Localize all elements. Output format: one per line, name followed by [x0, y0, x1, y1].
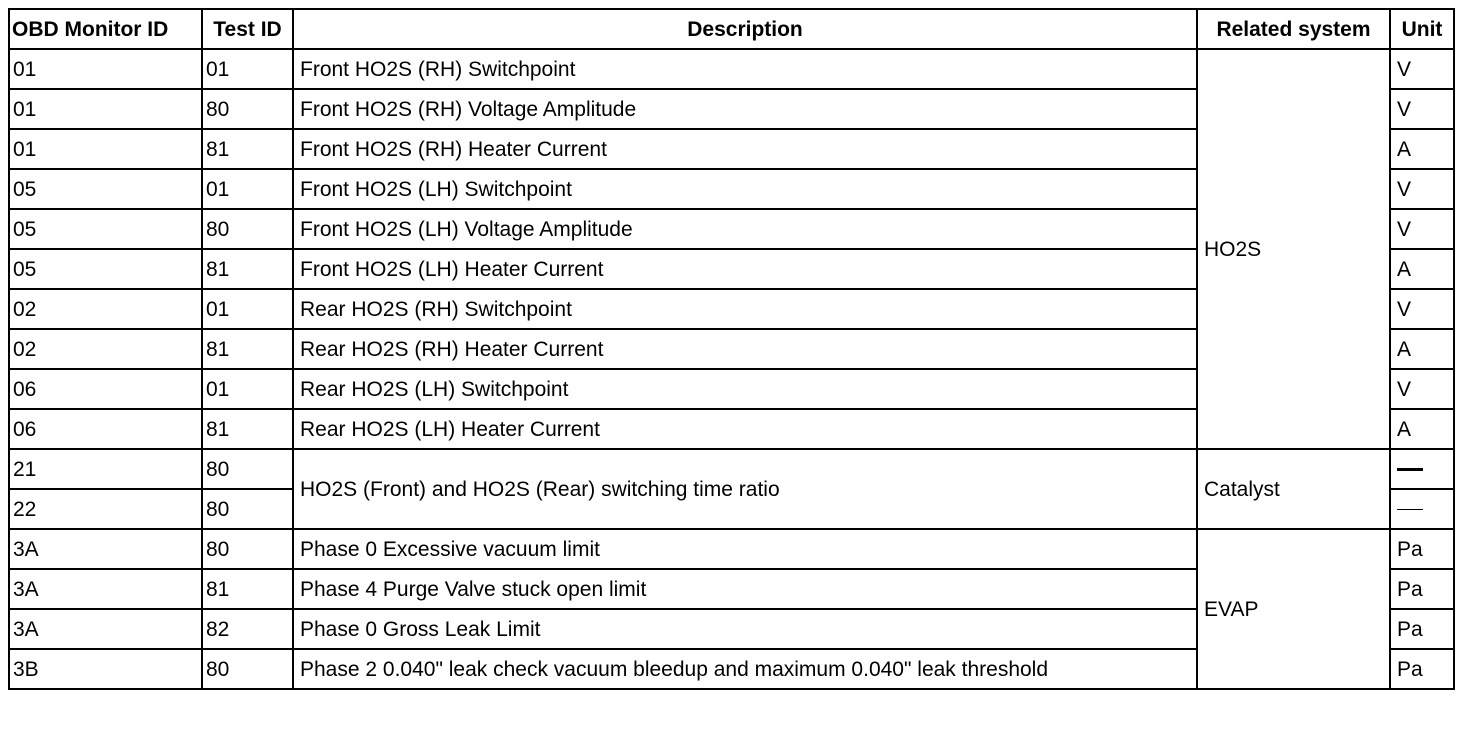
- cell-unit: V: [1390, 289, 1454, 329]
- cell-unit: [1390, 489, 1454, 529]
- cell-unit: V: [1390, 369, 1454, 409]
- cell-unit: A: [1390, 409, 1454, 449]
- cell-unit: A: [1390, 249, 1454, 289]
- cell-obd-id: 3A: [9, 529, 202, 569]
- table-row: [9, 449, 1454, 489]
- cell-test-id: 81: [202, 129, 293, 169]
- cell-unit: V: [1390, 49, 1454, 89]
- header-row: [9, 9, 1454, 49]
- cell-obd-id: 3A: [9, 609, 202, 649]
- cell-description: Front HO2S (LH) Heater Current: [293, 249, 1197, 289]
- cell-obd-id: 01: [9, 129, 202, 169]
- dash-icon: [1397, 468, 1423, 471]
- cell-description: Rear HO2S (LH) Heater Current: [293, 409, 1197, 449]
- cell-obd-id: 06: [9, 369, 202, 409]
- cell-obd-id: 3B: [9, 649, 202, 689]
- cell-test-id: 81: [202, 329, 293, 369]
- cell-unit: Pa: [1390, 649, 1454, 689]
- cell-related-system-ho2s: HO2S: [1197, 49, 1390, 449]
- cell-description: Phase 2 0.040" leak check vacuum bleedup and maximum 0.040" leak threshold: [293, 649, 1197, 689]
- cell-unit: A: [1390, 129, 1454, 169]
- cell-description: Phase 0 Gross Leak Limit: [293, 609, 1197, 649]
- cell-description: Phase 0 Excessive vacuum limit: [293, 529, 1197, 569]
- cell-test-id: 80: [202, 489, 293, 529]
- table-row: [9, 529, 1454, 569]
- cell-unit: [1390, 449, 1454, 489]
- header-test-id: Test ID: [202, 9, 293, 49]
- cell-obd-id: 05: [9, 209, 202, 249]
- obd-monitor-table: [8, 8, 1455, 690]
- header-related-system: Related system: [1197, 9, 1390, 49]
- cell-obd-id: 05: [9, 169, 202, 209]
- cell-test-id: 81: [202, 409, 293, 449]
- cell-related-system-catalyst: Catalyst: [1197, 449, 1390, 529]
- cell-obd-id: 06: [9, 409, 202, 449]
- cell-obd-id: 3A: [9, 569, 202, 609]
- cell-test-id: 81: [202, 569, 293, 609]
- cell-unit: Pa: [1390, 609, 1454, 649]
- cell-obd-id: 21: [9, 449, 202, 489]
- cell-unit: V: [1390, 89, 1454, 129]
- cell-obd-id: 01: [9, 89, 202, 129]
- cell-test-id: 01: [202, 369, 293, 409]
- cell-unit: A: [1390, 329, 1454, 369]
- cell-obd-id: 22: [9, 489, 202, 529]
- header-unit: Unit: [1390, 9, 1454, 49]
- cell-obd-id: 02: [9, 329, 202, 369]
- cell-test-id: 80: [202, 649, 293, 689]
- dash-icon: [1397, 509, 1423, 510]
- cell-unit: Pa: [1390, 529, 1454, 569]
- table-row: [9, 49, 1454, 89]
- cell-test-id: 01: [202, 49, 293, 89]
- cell-test-id: 01: [202, 169, 293, 209]
- header-obd-monitor-id: OBD Monitor ID: [9, 9, 202, 49]
- cell-unit: Pa: [1390, 569, 1454, 609]
- cell-obd-id: 01: [9, 49, 202, 89]
- cell-test-id: 01: [202, 289, 293, 329]
- cell-test-id: 82: [202, 609, 293, 649]
- cell-description: Rear HO2S (LH) Switchpoint: [293, 369, 1197, 409]
- cell-test-id: 80: [202, 529, 293, 569]
- cell-unit: V: [1390, 169, 1454, 209]
- cell-description: Rear HO2S (RH) Heater Current: [293, 329, 1197, 369]
- cell-description: Phase 4 Purge Valve stuck open limit: [293, 569, 1197, 609]
- cell-description: Front HO2S (LH) Voltage Amplitude: [293, 209, 1197, 249]
- cell-description: Front HO2S (LH) Switchpoint: [293, 169, 1197, 209]
- cell-description: Rear HO2S (RH) Switchpoint: [293, 289, 1197, 329]
- cell-description: Front HO2S (RH) Voltage Amplitude: [293, 89, 1197, 129]
- cell-description: Front HO2S (RH) Heater Current: [293, 129, 1197, 169]
- cell-test-id: 80: [202, 209, 293, 249]
- cell-test-id: 80: [202, 89, 293, 129]
- cell-test-id: 81: [202, 249, 293, 289]
- cell-description: HO2S (Front) and HO2S (Rear) switching time ratio: [293, 449, 1197, 529]
- header-description: Description: [293, 9, 1197, 49]
- cell-unit: V: [1390, 209, 1454, 249]
- cell-test-id: 80: [202, 449, 293, 489]
- obd-monitor-table-container: [8, 8, 1455, 690]
- cell-obd-id: 02: [9, 289, 202, 329]
- cell-description: Front HO2S (RH) Switchpoint: [293, 49, 1197, 89]
- cell-related-system-evap: EVAP: [1197, 529, 1390, 689]
- cell-obd-id: 05: [9, 249, 202, 289]
